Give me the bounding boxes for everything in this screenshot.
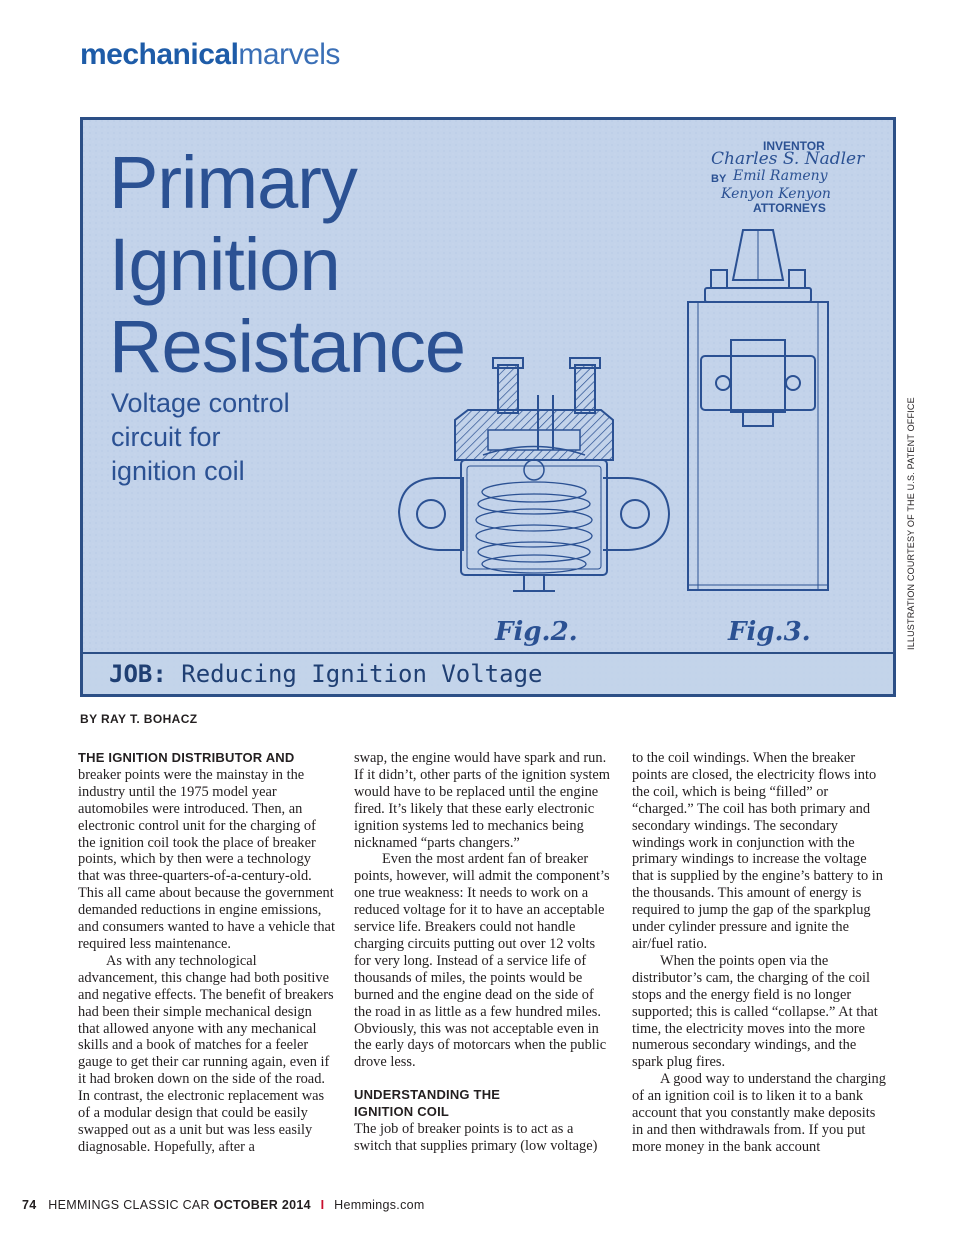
article-title	[109, 142, 465, 388]
article-paragraph: THE IGNITION DISTRIBUTOR AND breaker points were the mainstay in the industry until the 1975 model year automobiles were introduced. Then, an electronic control unit for the charging of the ignition coil took the place of breaker points, which by then were a technology that was three-quarters-of-a-century-old. This all came about because the government demanded reductions in engine emissions, and consumers wanted to have a vehicle that required less maintenance.	[78, 750, 335, 952]
publication-name: HEMMINGS CLASSIC CAR	[48, 1198, 210, 1212]
fig3-label: Fig.3.	[728, 617, 811, 647]
inventor-signature: Charles S. Nadler	[711, 149, 865, 169]
article-paragraph: swap, the engine would have spark and run. If it didn’t, other parts of the ignition system would have to be replaced until the engine fired. It’s likely that these early electronic ignition systems led to mechanics being nicknamed “parts changers.”	[354, 750, 610, 851]
deck-line: circuit for	[111, 422, 221, 452]
article-column-2	[354, 750, 612, 1155]
job-label: JOB:	[109, 660, 167, 688]
title-line: Primary	[109, 141, 357, 224]
section-name-bold: mechanical	[80, 38, 239, 71]
attorney-signature-2: Kenyon Kenyon	[721, 186, 831, 202]
job-description: Reducing Ignition Voltage	[181, 660, 543, 688]
article-column-1	[78, 750, 336, 1156]
deck-line: Voltage control	[111, 388, 290, 418]
article-paragraph: Even the most ardent fan of breaker points, however, will admit the component’s one true weakness: It needs to work on a reduced voltage for it to have an acceptable service life. Breakers could not handle charging circuits putting out over 12 volts for very long. Instead of a service life of thousands of miles, the points would be burned and the engine dead on the side of the road in as little as a few hundred miles. Obviously, this was not acceptable even in the early days of motorcars when the public drove less.	[354, 851, 610, 1071]
website-link[interactable]: Hemmings.com	[334, 1198, 425, 1212]
article-paragraph: When the points open via the distributor’s cam, the charging of the coil stops and the energy field is no longer supported; this is called “collapse.” At that time, the electricity moves into the more numerous secondary windings, and the spark plug fires.	[632, 952, 878, 1071]
section-name-light: marvels	[238, 38, 340, 71]
subheading: UNDERSTANDING THE IGNITION COIL	[354, 1087, 501, 1120]
section-header	[80, 38, 340, 72]
page-footer	[22, 1198, 425, 1212]
footer-separator: I	[320, 1198, 325, 1212]
hero-illustration	[80, 117, 896, 697]
job-statement	[109, 660, 542, 688]
byline: BY RAY T. BOHACZ	[80, 712, 198, 726]
article-paragraph: A good way to understand the charging of an ignition coil is to liken it to a bank account that you constantly make deposits in and then withdrawals from. If you put more money in the bank account	[632, 1071, 886, 1155]
fig2-label: Fig.2.	[495, 617, 578, 647]
inventor-label: INVENTOR	[763, 139, 825, 153]
attorney-signature-1: Emil Rameny	[733, 168, 828, 184]
article-paragraph: The job of breaker points is to act as a switch that supplies primary (low voltage)	[354, 1121, 598, 1154]
title-line: Ignition	[109, 223, 340, 306]
article-column-3	[632, 750, 890, 1156]
page-number: 74	[22, 1198, 37, 1212]
article-paragraph: As with any technological advancement, this change had both positive and negative effects. The benefit of breakers had been their simple mechanical design that allowed anyone with any mechanical skills and a book of matches for a feeler gauge to get their car running again, even if it had broken down on the side of the road. In contrast, the electronic replacement was of a modular design that could be easily swapped out as a unit but was less easily diagnosable. Hopefully, after a	[78, 952, 334, 1155]
attorneys-label: ATTORNEYS	[753, 201, 826, 215]
runin-heading: THE IGNITION DISTRIBUTOR AND	[78, 750, 295, 765]
title-line: Resistance	[109, 305, 466, 388]
job-bar	[83, 652, 893, 694]
article-paragraph: to the coil windings. When the breaker points are closed, the electricity flows into the coil, which is being “filled” or “charged.” The coil has both primary and secondary windings. The secondary windings work in conjunction with the primary windings to increase the voltage that is supplied by the engine’s battery to in the thousands. This amount of energy is required to jump the gap of the sparkplug under cylinder pressure and ignite the air/fuel ratio.	[632, 750, 883, 952]
issue-date: OCTOBER 2014	[213, 1198, 311, 1212]
deck-line: ignition coil	[111, 456, 245, 486]
article-deck	[111, 386, 290, 488]
illustration-credit: ILLUSTRATION COURTESY OF THE U.S. PATENT OFFICE	[906, 397, 916, 650]
by-label: BY	[711, 173, 727, 185]
